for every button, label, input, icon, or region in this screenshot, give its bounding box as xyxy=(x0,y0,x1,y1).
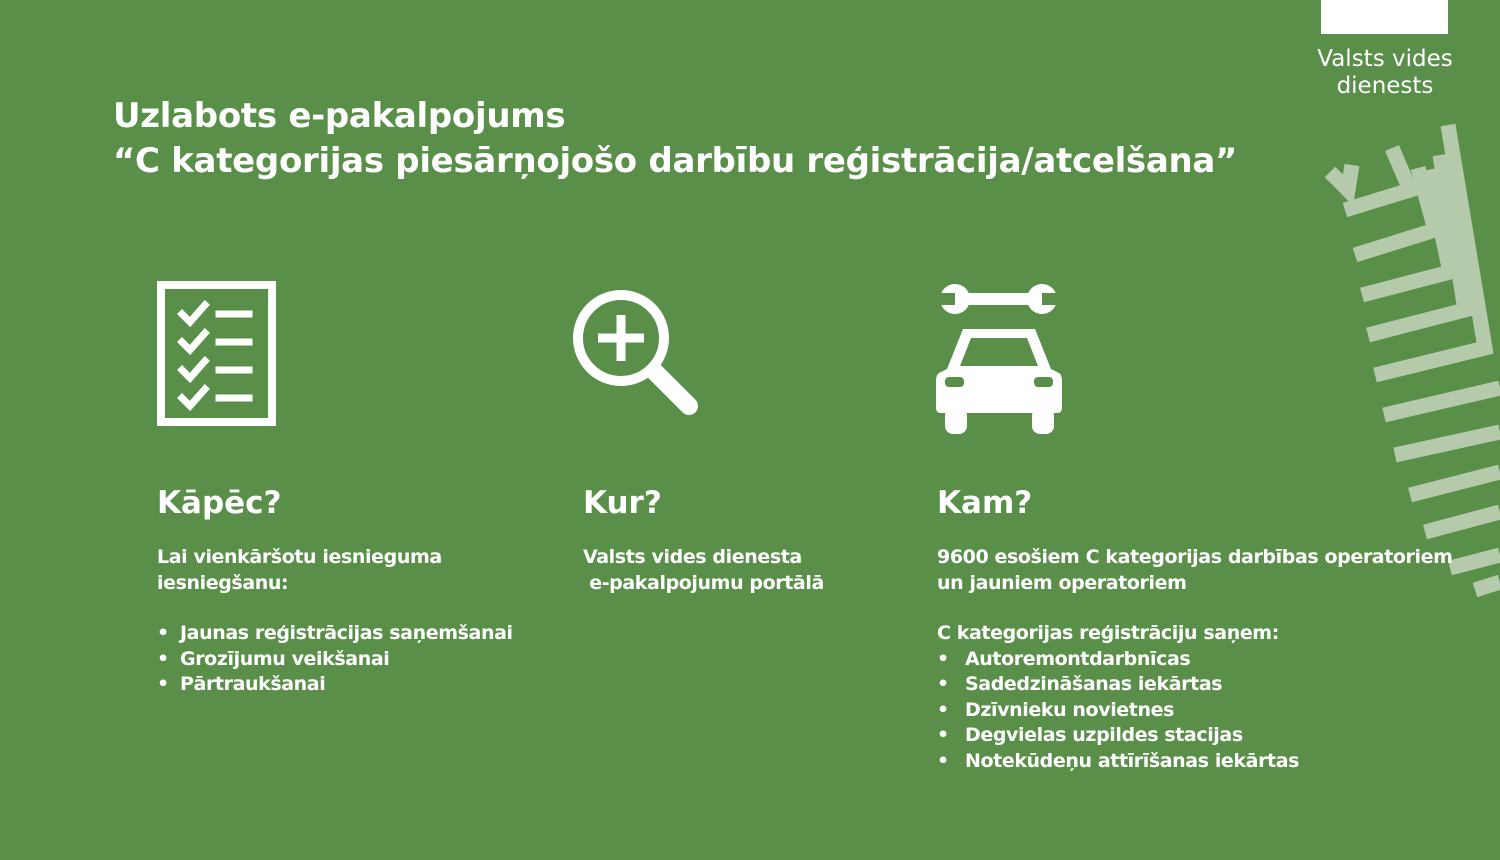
whom-line-1: 9600 esošiem C kategorijas darbības operatoriem xyxy=(937,546,1453,568)
bullet: • xyxy=(157,647,169,670)
list-item: • Degvielas uzpildes stacijas xyxy=(937,723,1453,749)
title-line-2: “C kategorijas piesārņojošo darbību reģistrācija/atcelšana” xyxy=(113,141,1238,181)
list-item: • Dzīvnieku novietnes xyxy=(937,698,1453,724)
magnifier-plus-icon xyxy=(571,288,701,418)
checklist-icon xyxy=(157,281,276,426)
bullet: • xyxy=(937,647,949,670)
whom-sub-heading: C kategorijas reģistrāciju saņem: xyxy=(937,622,1279,644)
car-wrench-icon xyxy=(935,283,1065,435)
logo-line-2: dienests xyxy=(1336,73,1434,99)
bullet: • xyxy=(157,622,169,644)
logo-text xyxy=(1300,46,1470,100)
heading-where: Kur? xyxy=(583,485,662,521)
list-item: • Sadedzināšanas iekārtas xyxy=(937,672,1453,698)
column-why xyxy=(157,483,513,698)
logo-line-1: Valsts vides xyxy=(1317,46,1453,72)
where-line-2: e-pakalpojumu portālā xyxy=(583,571,824,594)
whom-list xyxy=(937,647,1453,775)
bullet: • xyxy=(937,724,949,746)
column-whom xyxy=(937,483,1453,774)
heading-whom: Kam? xyxy=(937,485,1033,521)
bullet: • xyxy=(937,749,949,772)
logo-box xyxy=(1321,0,1448,34)
list-item: • Jaunas reģistrācijas saņemšanai xyxy=(157,621,513,647)
bullet: • xyxy=(157,673,169,695)
where-line-1: Valsts vides dienesta xyxy=(583,546,802,568)
bullet: • xyxy=(937,673,949,695)
list-item: • Pārtraukšanai xyxy=(157,672,513,698)
list-item: • Notekūdeņu attīrīšanas iekārtas xyxy=(937,749,1453,775)
column-where xyxy=(583,483,824,596)
why-intro-line-1: Lai vienkāršotu iesnieguma xyxy=(157,546,442,568)
bullet: • xyxy=(937,698,949,721)
why-intro-line-2: iesniegšanu: xyxy=(157,571,289,594)
list-item: • Grozījumu veikšanai xyxy=(157,647,513,673)
why-list xyxy=(157,621,513,698)
page-title xyxy=(113,94,1237,184)
title-line-1: Uzlabots e-pakalpojums xyxy=(113,96,566,136)
whom-line-2: un jauniem operatoriem xyxy=(937,571,1187,594)
list-item: • Autoremontdarbnīcas xyxy=(937,647,1453,673)
heading-why: Kāpēc? xyxy=(157,485,282,521)
